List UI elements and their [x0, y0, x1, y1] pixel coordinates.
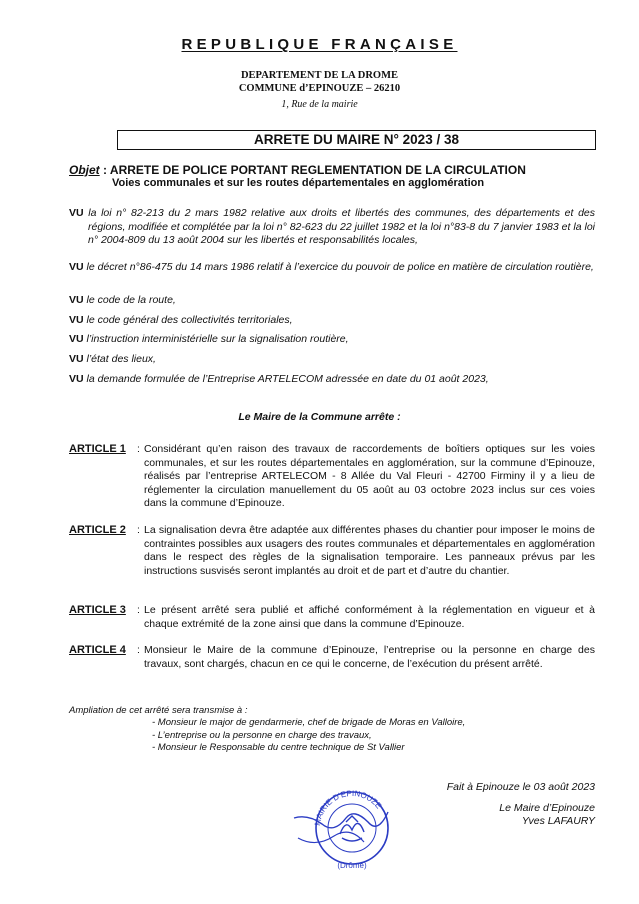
vu-paragraph-5 [69, 333, 595, 347]
republic-heading [0, 36, 639, 53]
signature-role: Le Maire d’Epinouze [499, 802, 595, 814]
vu-prefix: VU [69, 353, 84, 365]
article-3-colon: : [137, 604, 140, 616]
vu-text: le code de la route, [83, 294, 176, 306]
vu-text: la demande formulée de l’Entreprise ARTELECOM adressée en date du 01 août 2023, [83, 373, 489, 385]
list-item: - Monsieur le major de gendarmerie, chef de brigade de Moras en Valloire, [152, 717, 466, 728]
mairie-stamp-icon [290, 778, 410, 874]
stamp-bottom-text: (Drôme) [337, 861, 367, 870]
article-1-colon: : [137, 443, 140, 455]
vu-text: la loi n° 82-213 du 2 mars 1982 relative aux droits et libertés des communes, des départements et des régions, modifiée et complétée par la loi n° 82-623 du 22 juillet 1982 et la loi n°83-8 du 7 janvier 1983 et la loi n° 2004-809 du 13 août 2004 sur les libertés et responsabilités locales, [83, 207, 595, 246]
mairie-address: 1, Rue de la mairie [281, 99, 358, 110]
vu-prefix: VU [69, 261, 84, 273]
article-4-label: ARTICLE 4 [69, 644, 126, 656]
vu-paragraph-1 [69, 207, 595, 248]
article-4-text: Monsieur le Maire de la commune d’Epinouze, l’entreprise ou la personne en charge des travaux, sont chargés, chacun en ce qui le concerne, de l’exécution du présent arrêté. [144, 644, 595, 670]
signature-name: Yves LAFAURY [521, 815, 595, 827]
objet-label: Objet [69, 163, 100, 177]
article-2-label: ARTICLE 2 [69, 524, 126, 536]
vu-paragraph-4 [69, 314, 595, 328]
article-3-text: Le présent arrêté sera publié et affiché conformément à la réglementation en vigueur et à chaque extrémité de la zone ainsi que dans la commune d’Epinouze. [144, 604, 595, 630]
vu-text: l’état des lieux, [83, 353, 156, 365]
vu-paragraph-2 [69, 261, 595, 275]
vu-prefix: VU [69, 207, 84, 219]
vu-prefix: VU [69, 373, 84, 385]
vu-paragraph-3 [69, 294, 595, 308]
article-4-colon: : [137, 644, 140, 656]
ampliation-intro: Ampliation de cet arrêté sera transmise à : [69, 705, 248, 716]
article-2-colon: : [137, 524, 140, 536]
republic-text: REPUBLIQUE FRANÇAISE [181, 36, 458, 53]
department-block [0, 69, 639, 95]
list-item: - Monsieur le Responsable du centre technique de St Vallier [152, 742, 405, 753]
ampliation-list [152, 717, 465, 755]
commune-name: COMMUNE d’EPINOUZE – 26210 [238, 83, 401, 94]
article-3-label: ARTICLE 3 [69, 604, 126, 616]
objet-subtitle: Voies communales et sur les routes départementales en agglomération [112, 177, 485, 189]
article-1-text: Considérant qu’en raison des travaux de raccordements de boîtiers optiques sur les voies communales, et sur les routes départementales en agglomération, sur la commune d’Epinouze, réalisés par l’entreprise ARTELECOM - 8 Allée du Val Fleuri - 42700 Firminy il y a lieu de réglementer la circulation manuellement du 05 août au 03 octobre 2023 inclus sur ces voies dans la commune d’Epinouze. [144, 443, 595, 509]
stamp-top-text: MAIRIE D’EPINOUZE [312, 788, 384, 827]
article-2-text: La signalisation devra être adaptée aux différentes phases du chantier pour imposer le moins de contraintes possibles aux usagers des routes communales et départementales en agglomération dans le respect des règles de la signalisation temporaire. Les panneaux prévus par les instructions susvisés seront implantés au droit et de part et d’autre du chantier. [144, 524, 595, 577]
vu-prefix: VU [69, 333, 84, 345]
objet-title: : ARRETE DE POLICE PORTANT REGLEMENTATION DE LA CIRCULATION [103, 163, 526, 177]
vu-paragraph-6 [69, 353, 595, 367]
list-item: - L’entreprise ou la personne en charge des travaux, [152, 729, 372, 741]
vu-prefix: VU [69, 314, 84, 326]
department-name: DEPARTEMENT DE LA DROME [240, 70, 399, 81]
vu-text: l’instruction interministérielle sur la signalisation routière, [83, 333, 349, 345]
article-1-label: ARTICLE 1 [69, 443, 126, 455]
vu-text: le code général des collectivités territoriales, [83, 314, 293, 326]
vu-prefix: VU [69, 294, 84, 306]
maire-arrete-heading: Le Maire de la Commune arrête : [238, 411, 401, 423]
vu-paragraph-7 [69, 373, 595, 387]
vu-text: le décret n°86-475 du 14 mars 1986 relatif à l’exercice du pouvoir de police en matière de circulation routière, [83, 261, 594, 273]
arrete-title: ARRETE DU MAIRE N° 2023 / 38 [117, 130, 596, 150]
objet-line [69, 163, 526, 177]
signature-date: Fait à Epinouze le 03 août 2023 [446, 781, 595, 793]
